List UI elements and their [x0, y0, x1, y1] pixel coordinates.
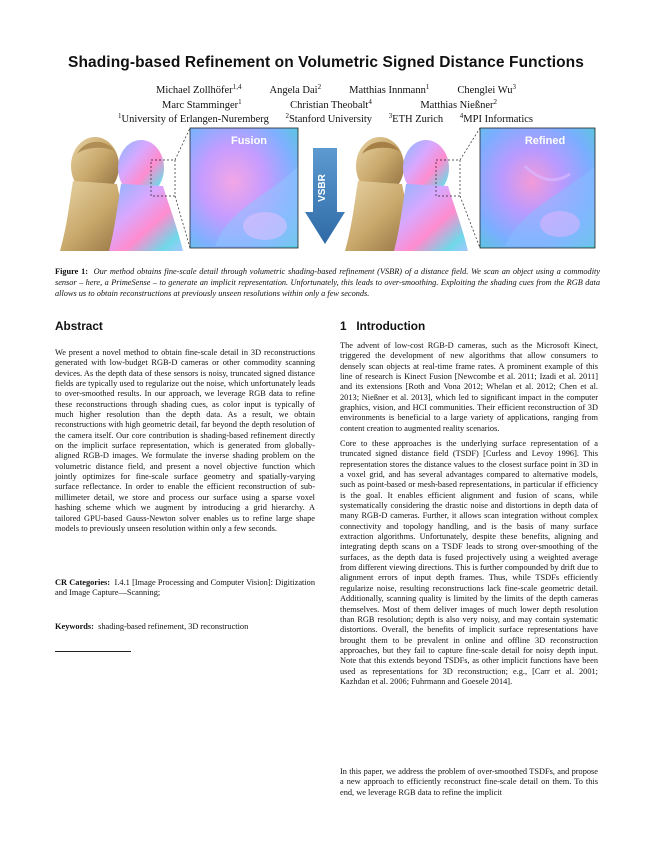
authors-line-1	[156, 83, 516, 96]
author-1: Angela Dai$^2$	[269, 83, 322, 96]
keywords-text: shading-based refinement, 3D reconstruction	[98, 622, 249, 631]
cr-text: I.4.1 [Image Processing and Computer Vision]: Digitization and Image Capture—Scanning;	[55, 578, 316, 598]
introduction-paragraph-1: The advent of low-cost RGB-D cameras, such as the Microsoft Kinect, triggered the development of new algorithms that allow consumers to densely scan objects at real-time frame rates. A prominent example of this line of research is Kinect Fusion [Newcombe et al. 2011; Izadi et al. 2011] and its extensions [Roth and Vona 2012; Whelan et al. 2012; Chen et al. 2013; Nießner et al. 2013], which led to significant impact in the computer graphics, vision, and HCI communities. Their efficient reconstruction of 3D environments is beneficial to a large variety of applications, ranging from content creation to augmented reality scenarios.	[340, 341, 598, 433]
keywords-label: Keywords:	[55, 622, 94, 631]
affiliation-3: $^4$MPI Informatics	[459, 112, 533, 125]
abstract-heading: Abstract	[55, 319, 103, 333]
refined-label: Refined	[524, 135, 566, 147]
authors-line-2	[162, 98, 497, 111]
caption-label: Figure 1:	[55, 267, 89, 276]
introduction-heading: 1 Introduction	[340, 319, 426, 333]
caption-text: Our method obtains fine-scale detail through volumetric shading-based refinement (VSBR) of a distance field. We scan an object using a commodity sensor – here, a PrimeSense – to generate an implicit representation. Unfortunately, this leads to over-smoothing. Exploiting the shading cues from the RGB data allows us to obtain reconstructions at previously unseen resolutions within only a few seconds.	[55, 267, 600, 299]
footnote-rule	[55, 651, 131, 652]
introduction-paragraph-3: In this paper, we address the problem of over-smoothed TSDFs, and propose a new approach to efficiently reconstruct fine-scale detail on them. To this end, we leverage RGB data to refine the implicit	[340, 767, 598, 797]
abstract-text: We present a novel method to obtain fine-scale detail in 3D reconstructions generated with low-budget RGB-D cameras or other commodity scanning devices. As the depth data of these sensors is noisy, truncated signed distance fields are typically used to regularize out the noise, which unfortunately leads to over-smoothed results. In our approach, we leverage RGB data to refine these reconstructions through shading cues, as color input is typically of much higher resolution than the depth data. As a result, we obtain reconstructions with high geometric detail, far beyond the depth resolution of the camera itself. Our core contribution is shading-based refinement directly on the implicit surface representation, which is generated from globally-aligned RGB-D images. We formulate the inverse shading problem on the volumetric distance field, and present a novel objective function which jointly optimizes for fine-scale surface geometry and spatially-varying surface reflectance. In order to enable the efficient reconstruction of sub-millimeter detail, we store and process our surface using a sparse voxel hashing scheme which we augment by introducing a grid hierarchy. A tailored GPU-based Gauss-Newton solver enables us to refine large shape models to previously unseen resolution within only a few seconds.	[55, 348, 315, 533]
author-0: Michael Zollhöfer$^{1,4}$	[156, 83, 242, 96]
vsbr-arrow	[305, 148, 345, 244]
affiliation-0: $^1$University of Erlangen-Nuremberg	[118, 112, 269, 125]
refined-bust-normals	[394, 140, 468, 251]
teaser-figure	[55, 126, 597, 254]
cr-label: CR Categories:	[55, 578, 111, 587]
author-2: Matthias Innmann$^1$	[349, 83, 430, 96]
paper-title: Shading-based Refinement on Volumetric Signed Distance Functions	[68, 54, 584, 71]
affiliation-2: $^3$ETH Zurich	[388, 112, 444, 125]
author-3: Chenglei Wu$^3$	[457, 83, 516, 96]
keywords	[55, 622, 315, 632]
affiliations	[118, 112, 533, 125]
refined-zoom-panel	[480, 128, 595, 248]
affiliation-1: $^2$Stanford University	[285, 112, 373, 125]
figure-caption	[55, 266, 600, 300]
cr-categories	[55, 578, 315, 599]
vsbr-label: VSBR	[317, 174, 328, 202]
introduction-paragraph-2: Core to these approaches is the underlying surface representation of a truncated signed distance field (TSDF) [Curless and Levoy 1996]. This representation stores the distance values to the closest surface point in 3D in a voxel grid, and has several advantages compared to alternative models, such as point-based or mesh-based representations, in particular if efficiency is the goal. It enables efficient alignment and fusion of scans, while systematically considering the drastic noise and distortions in depth data of many RGB-D cameras. Further, it allows scan integration without complex connectivity and topology handling, and is the basis of many surface extraction algorithms. Unfortunately, despite these benefits, aligning and integrating depth scans on a TSDF leads to strong over-smoothing of the surfaces, as the depth data is fused projectively using a weighted average from different viewing directions. This is further compounded by drift due to alignment errors of input depth frames. Thus, while TSDFs efficiently regularize noise, resulting reconstructions lack fine-scale geometric detail. Additionally, scanning quality is limited by the limits of the depth cameras themselves. Most of them deliver images of much lower depth resolution than RGB resolution; depth is also very noisy, and may contain systematic distortions. Overall, the benefits of implicit surface representations have brought them to be prevalent in online and offline 3D reconstruction approaches, but they fail to capture fine-scale detail for noisy depth input. Note that this extends beyond TSDFs, as other implicit functions have been used as representations for 3D reconstruction; e.g., [Carr et al. 2001; Kazhdan et al. 2006; Fuhrmann and Goesele 2014].	[340, 439, 598, 686]
fusion-label: Fusion	[230, 135, 268, 147]
author-line2-2: Matthias Nießner$^2$	[420, 98, 497, 111]
author-line2-1: Christian Theobalt$^4$	[290, 98, 372, 111]
fusion-bust-normals	[109, 140, 183, 251]
author-line2-0: Marc Stamminger$^1$	[162, 98, 242, 111]
fusion-zoom-panel	[190, 128, 298, 248]
